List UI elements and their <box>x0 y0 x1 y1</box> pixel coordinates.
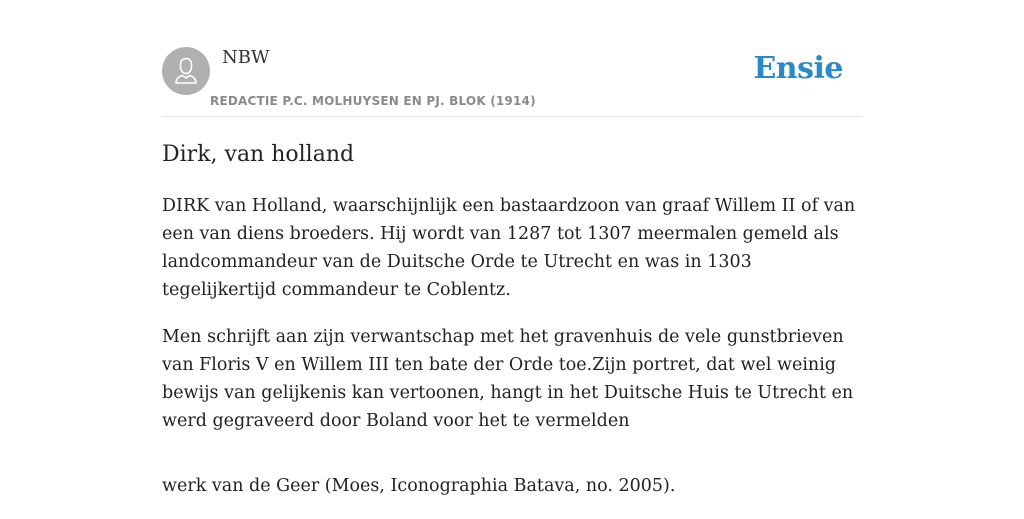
article-title: Dirk, van holland <box>162 142 355 167</box>
editor-credit: REDACTIE P.C. MOLHUYSEN EN PJ. BLOK (1914) <box>210 94 536 108</box>
author-name[interactable]: NBW <box>222 47 270 68</box>
article-paragraph: Men schrijft aan zijn verwantschap met het gravenhuis de vele gunstbrieven van Floris V en Willem III ten bate der Orde toe.Zijn portret, dat wel weinig bewijs van gelijkenis kan vertoonen, hangt in het Duitsche Huis te Utrecht en werd gegraveerd door Boland voor het te vermelden <box>162 327 854 431</box>
user-silhouette-icon <box>162 47 210 95</box>
article-body <box>162 192 862 519</box>
author-avatar[interactable] <box>162 47 210 95</box>
article-paragraph: DIRK van Holland, waarschijnlijk een bastaardzoon van graaf Willem II of van een van diens broeders. Hij wordt van 1287 tot 1307 meermalen gemeld als landcommandeur van de Duitsche Orde te Utrecht en was in 1303 tegelijkertijd commandeur te Coblentz. <box>162 196 856 300</box>
article-paragraph: werk van de Geer (Moes, Iconographia Batava, no. 2005). <box>162 476 676 496</box>
ensie-logo[interactable]: Ensie <box>753 51 843 86</box>
article-header <box>162 0 862 117</box>
article-card <box>162 0 862 512</box>
